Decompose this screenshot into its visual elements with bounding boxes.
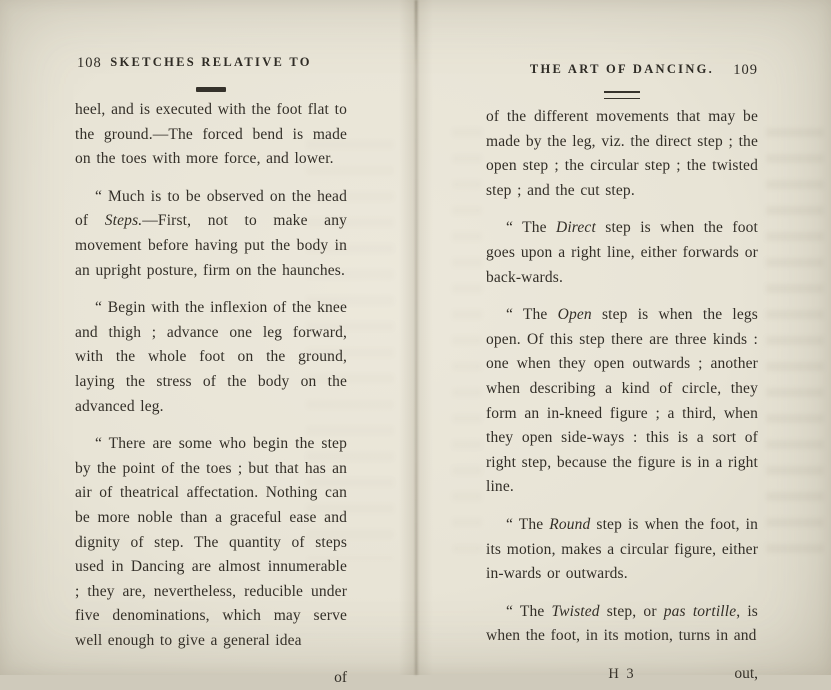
paragraph: heel, and is executed with the foot flat to the ground.—The forced bend is made on the toes with more force, and lower.: [75, 101, 347, 168]
left-page-number: 108: [77, 55, 102, 71]
paragraph: “ The Direct step is when the foot goes upon a right line, either forwards or back-wards.: [486, 219, 758, 286]
paragraph: “ There are some who begin the step by the point of the toes ; but that has an air of theatrical affectation. Nothing can be more noble than a graceful ease and dignity of step. The quantity of steps used in Dancing are almost innumerable ; they are, nevertheless, reducible under five denominations, which may serve well enough to give a general idea: [75, 435, 347, 649]
left-page-header: [75, 55, 347, 75]
paragraph: “ The Round step is when the foot, in its motion, makes a circular figure, either in-wards or outwards.: [486, 515, 758, 583]
right-page-text: [486, 105, 758, 649]
show-through-smudge: [766, 128, 824, 568]
signature-mark: H 3: [608, 665, 636, 682]
right-page-number: 109: [733, 62, 758, 78]
page-fold-line: [415, 0, 417, 675]
right-page: [486, 62, 758, 686]
show-through-smudge: [452, 128, 482, 558]
paragraph: “ The Twisted step, or pas tortille, is when the foot, in its motion, turns in and: [486, 602, 758, 645]
right-header-rule-wrap: [486, 82, 758, 100]
left-page-text: [75, 98, 347, 653]
right-running-title: THE ART OF DANCING.: [529, 62, 715, 76]
paragraph: of the different movements that may be made by the leg, viz. the direct step ; the open step ; the circular step ; the twisted step ; and the cut step.: [486, 108, 758, 199]
paragraph: “ Begin with the inflexion of the knee and thigh ; advance one leg forward, with the whole foot on the ground, laying the stress of the body on the advanced leg.: [75, 299, 347, 415]
right-catchword: out,: [734, 664, 758, 682]
right-page-header: [486, 62, 758, 82]
page-gutter-fold: [399, 0, 433, 675]
right-page-footer: [486, 662, 758, 686]
paragraph: “ Much is to be observed on the head of Steps.—First, not to make any movement before having put the body in an upright posture, firm on the haunches.: [75, 187, 347, 279]
left-header-rule-wrap: [75, 75, 347, 93]
paragraph: “ The Open step is when the legs open. Of this step there are three kinds : one when they open outwards ; another when describing a kind of circle, they form an in-kneed figure ; a third, when they open side-ways : this is a sort of right step, because the figure is in a right line.: [486, 306, 758, 496]
left-page: [75, 55, 347, 690]
printer-rule-icon: [196, 87, 226, 92]
left-catchword: of: [334, 669, 347, 687]
left-running-title: SKETCHES RELATIVE TO: [110, 55, 312, 69]
printer-rule-icon: [604, 91, 640, 99]
